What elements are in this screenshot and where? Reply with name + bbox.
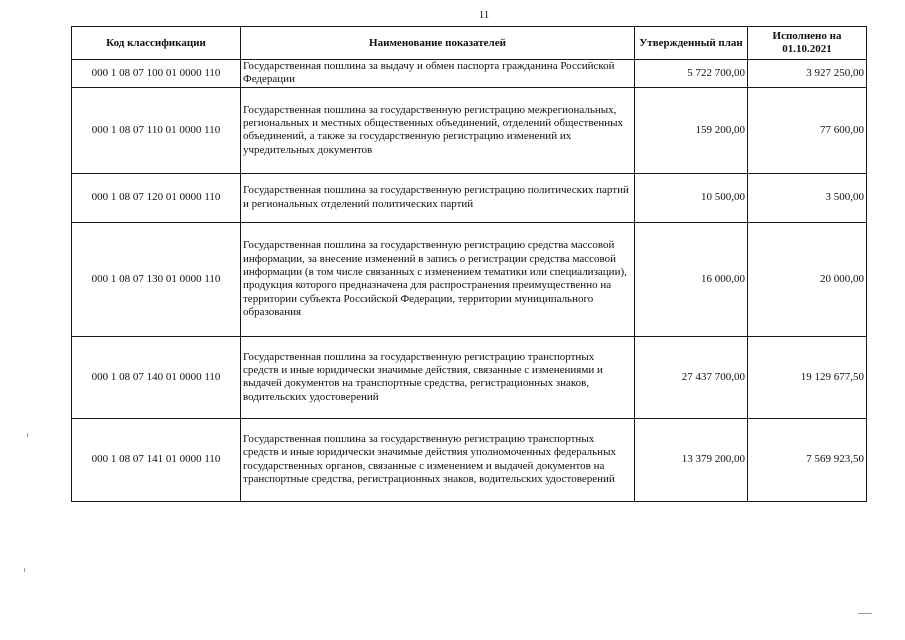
row-plan: 27 437 700,00 — [635, 336, 748, 418]
row-name: Государственная пошлина за государственную регистрацию средства массовой информации, за внесение изменений в запись о регистрации средства массовой информации (в том числе связанных с изменением тематики или специализации), продукция которого предназначена для распространения преимущественно на территории субъекта Российской Федерации, территории муниципального образования — [241, 222, 635, 336]
table-row — [72, 336, 867, 418]
table-row — [72, 418, 867, 501]
row-code: 000 1 08 07 130 01 0000 110 — [72, 222, 241, 336]
row-name: Государственная пошлина за выдачу и обмен паспорта гражданина Российской Федерации — [241, 60, 635, 88]
table-row — [72, 87, 867, 173]
page-number: 11 — [478, 9, 490, 21]
header-indicator-name: Наименование показателей — [241, 27, 635, 60]
row-executed: 3 500,00 — [748, 173, 867, 222]
row-code: 000 1 08 07 141 01 0000 110 — [72, 418, 241, 501]
row-name: Государственная пошлина за государственную регистрацию межрегиональных, региональных и местных общественных объединений, отделений общественных объединений, а также за государственную регистрацию изменений их учредительных документов — [241, 87, 635, 173]
budget-revenue-table — [71, 26, 867, 502]
row-name: Государственная пошлина за государственную регистрацию транспортных средств и иные юридически значимые действия, связанные с изменениями и выдачей документов на транспортные средства, регистрационных знаков, водительских удостоверений — [241, 336, 635, 418]
table-header-row — [72, 27, 867, 60]
scan-artifact-dot — [24, 568, 25, 572]
row-code: 000 1 08 07 110 01 0000 110 — [72, 87, 241, 173]
row-code: 000 1 08 07 120 01 0000 110 — [72, 173, 241, 222]
row-code: 000 1 08 07 100 01 0000 110 — [72, 60, 241, 88]
row-name: Государственная пошлина за государственную регистрацию транспортных средств и иные юридически значимые действия уполномоченных федеральных государственных органов, связанные с изменением и выдачей документов на транспортные средства, регистрационных знаков, водительских удостоверений — [241, 418, 635, 501]
row-plan: 159 200,00 — [635, 87, 748, 173]
row-code: 000 1 08 07 140 01 0000 110 — [72, 336, 241, 418]
header-classification-code: Код классификации — [72, 27, 241, 60]
row-plan: 16 000,00 — [635, 222, 748, 336]
row-plan: 10 500,00 — [635, 173, 748, 222]
row-plan: 13 379 200,00 — [635, 418, 748, 501]
table-row — [72, 222, 867, 336]
table-row — [72, 173, 867, 222]
scan-artifact-line — [858, 613, 872, 614]
scan-artifact-dot — [27, 433, 28, 437]
row-executed: 77 600,00 — [748, 87, 867, 173]
row-name: Государственная пошлина за государственную регистрацию политических партий и региональных отделений политических партий — [241, 173, 635, 222]
row-executed: 7 569 923,50 — [748, 418, 867, 501]
row-executed: 19 129 677,50 — [748, 336, 867, 418]
header-executed: Исполнено на 01.10.2021 — [748, 27, 867, 60]
row-executed: 20 000,00 — [748, 222, 867, 336]
row-executed: 3 927 250,00 — [748, 60, 867, 88]
header-approved-plan: Утвержденный план — [635, 27, 748, 60]
table-row — [72, 60, 867, 88]
row-plan: 5 722 700,00 — [635, 60, 748, 88]
